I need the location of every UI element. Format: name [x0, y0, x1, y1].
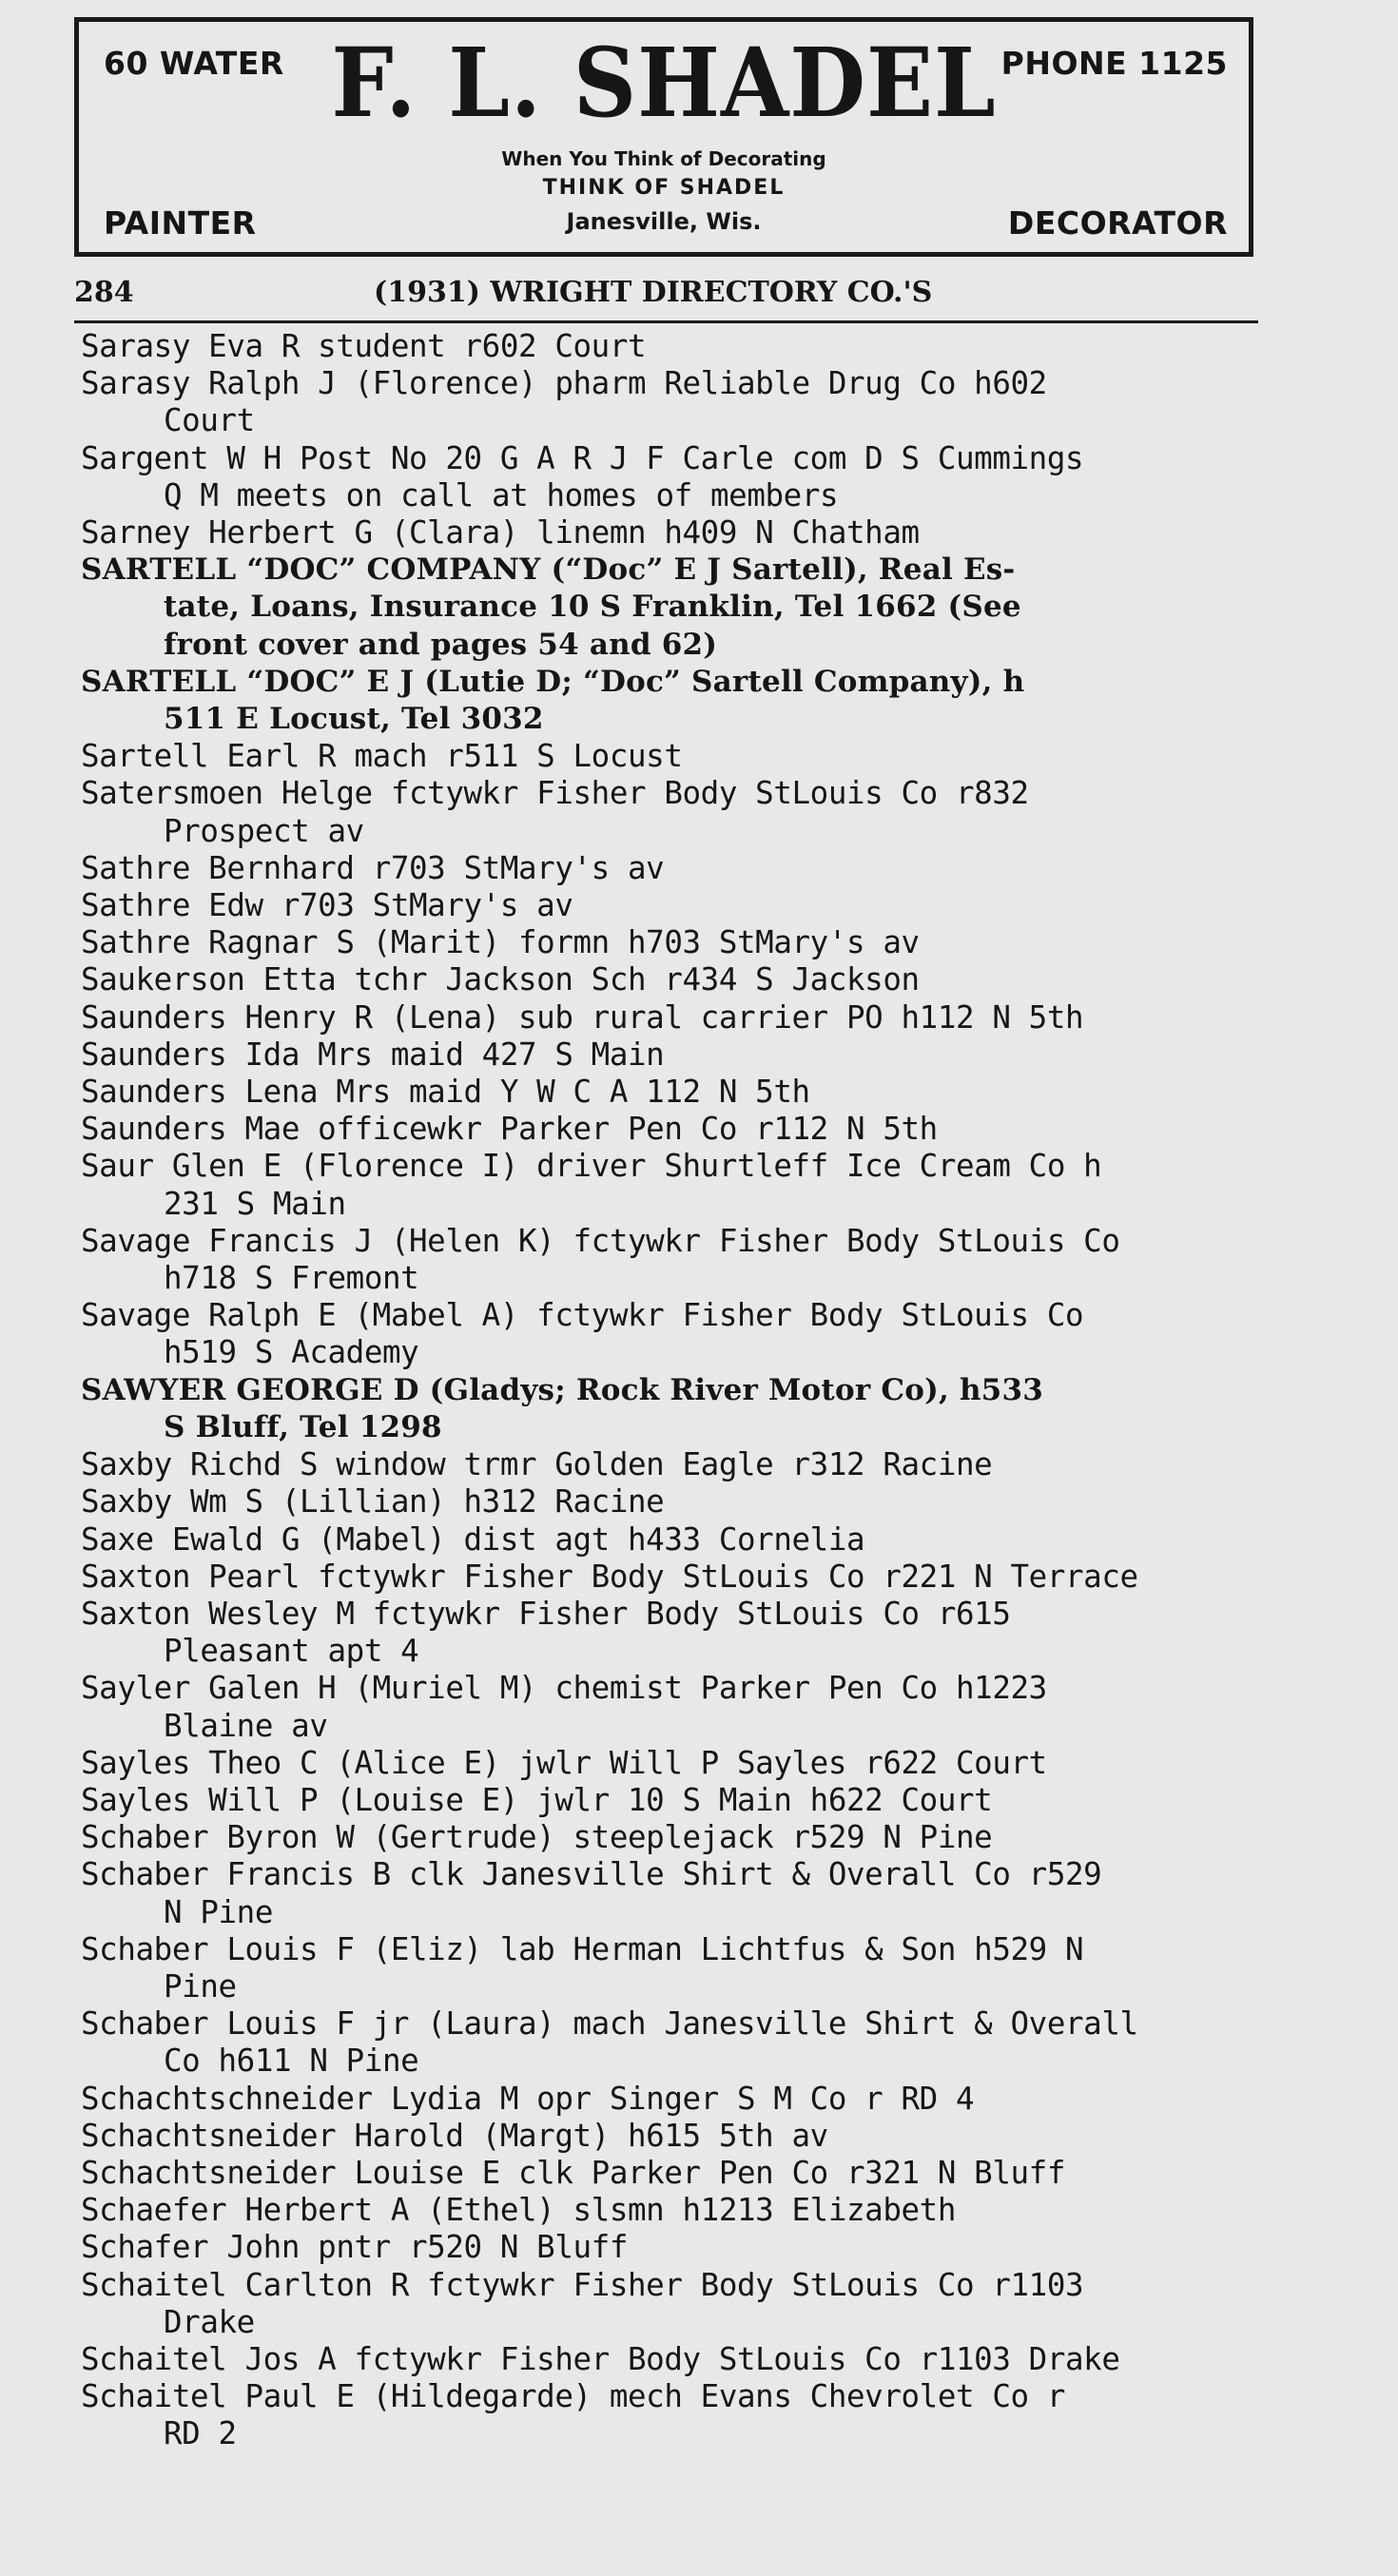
entry-line: Schachtsneider Louise E clk Parker Pen Co r321 N Bluff	[81, 2154, 1065, 2191]
entry-line: Sartell Earl R mach r511 S Locust	[81, 738, 683, 775]
entry-continuation: Q M meets on call at homes of members	[164, 476, 839, 513]
directory-entry	[81, 1111, 1260, 1148]
ad-address: 60 WATER	[104, 45, 284, 82]
entry-line: Schaitel Carlton R fctywkr Fisher Body StLouis Co r1103	[81, 2266, 1084, 2303]
entry-line: Schaitel Paul E (Hildegarde) mech Evans Chevrolet Co r	[81, 2378, 1065, 2415]
entry-line: Sarasy Eva R student r602 Court	[81, 328, 647, 364]
ad-city: Janesville, Wis.	[566, 208, 762, 235]
directory-entry	[81, 1074, 1260, 1111]
entry-line: SAWYER GEORGE D (Gladys; Rock River Motor Co), h533	[81, 1372, 1043, 1407]
directory-entry	[81, 1782, 1260, 1819]
entry-continuation: N Pine	[164, 1893, 273, 1930]
entry-continuation: Pine	[164, 1967, 237, 2005]
entry-line: Saur Glen E (Florence I) driver Shurtleff Ice Cream Co h	[81, 1148, 1102, 1185]
directory-entry	[81, 924, 1260, 961]
entry-continuation: h718 S Fremont	[164, 1260, 419, 1297]
directory-entry	[81, 1446, 1260, 1483]
entry-continuation: Blaine av	[164, 1707, 328, 1744]
entry-continuation: Court	[164, 402, 255, 439]
directory-entry	[81, 440, 1260, 514]
directory-entry	[81, 1559, 1260, 1596]
entry-continuation: 511 E Locust, Tel 3032	[164, 702, 544, 737]
directory-entry	[81, 850, 1260, 887]
directory-entry	[81, 1483, 1260, 1520]
entry-line: Saunders Henry R (Lena) sub rural carrier PO h112 N 5th	[81, 998, 1084, 1036]
ad-painter-label: PAINTER	[104, 204, 257, 242]
directory-entry	[81, 1856, 1260, 1930]
entry-continuation: Pleasant apt 4	[164, 1633, 419, 1670]
directory-entry	[81, 1670, 1260, 1744]
entry-continuation: RD 2	[164, 2415, 237, 2452]
entry-continuation: Prospect av	[164, 812, 364, 849]
ad-business-name: F. L. SHADEL	[331, 27, 997, 139]
directory-entry	[81, 1372, 1260, 1446]
directory-entry	[81, 961, 1260, 998]
directory-entry	[81, 2192, 1260, 2229]
ad-phone: PHONE 1125	[1000, 45, 1228, 82]
entry-line: Sargent W H Post No 20 G A R J F Carle com D S Cummings	[81, 439, 1084, 476]
entry-continuation: S Bluff, Tel 1298	[164, 1409, 442, 1444]
entry-line: Schaber Byron W (Gertrude) steeplejack r529 N Pine	[81, 1819, 993, 1856]
entry-line: Sayles Will P (Louise E) jwlr 10 S Main h622 Court	[81, 1781, 993, 1818]
directory-entry	[81, 887, 1260, 924]
entry-line: Schaefer Herbert A (Ethel) slsmn h1213 Elizabeth	[81, 2192, 956, 2229]
entry-line: Saxton Pearl fctywkr Fisher Body StLouis Co r221 N Terrace	[81, 1558, 1138, 1595]
entry-continuation: tate, Loans, Insurance 10 S Franklin, Tel 1662 (See	[164, 590, 1021, 625]
directory-entry	[81, 1819, 1260, 1856]
running-header	[74, 276, 1258, 314]
entry-line: Saunders Ida Mrs maid 427 S Main	[81, 1036, 665, 1073]
entry-line: Satersmoen Helge fctywkr Fisher Body StLouis Co r832	[81, 775, 1029, 812]
entry-line: Schaitel Jos A fctywkr Fisher Body StLouis Co r1103 Drake	[81, 2340, 1120, 2377]
entry-continuation: front cover and pages 54 and 62)	[164, 627, 718, 662]
entry-line: SARTELL “DOC” E J (Lutie D; “Doc” Sartell Company), h	[81, 664, 1025, 699]
entry-line: Sayles Theo C (Alice E) jwlr Will P Sayles r622 Court	[81, 1744, 1047, 1781]
directory-entry	[81, 664, 1260, 738]
ad-slogan-line1: When You Think of Decorating	[501, 147, 826, 170]
entry-continuation: Drake	[164, 2303, 255, 2340]
entry-continuation: 231 S Main	[164, 1185, 346, 1222]
entry-line: Sarasy Ralph J (Florence) pharm Reliable Drug Co h602	[81, 365, 1047, 402]
directory-entry	[81, 1521, 1260, 1559]
directory-entry	[81, 2341, 1260, 2378]
directory-entry	[81, 999, 1260, 1036]
directory-entry	[81, 1148, 1260, 1222]
directory-entry	[81, 2081, 1260, 2118]
directory-entry	[81, 328, 1260, 365]
ad-slogan-line2: THINK OF SHADEL	[542, 176, 786, 200]
entry-line: Sathre Ragnar S (Marit) formn h703 StMary's av	[81, 924, 920, 961]
entry-line: Savage Ralph E (Mabel A) fctywkr Fisher Body StLouis Co	[81, 1297, 1084, 1334]
entry-line: Schafer John pntr r520 N Bluff	[81, 2229, 628, 2266]
entry-line: Saukerson Etta tchr Jackson Sch r434 S Jackson	[81, 961, 920, 998]
entry-line: SARTELL “DOC” COMPANY (“Doc” E J Sartell), Real Es-	[81, 552, 1016, 588]
entry-line: Saxe Ewald G (Mabel) dist agt h433 Cornelia	[81, 1520, 865, 1558]
entry-line: Saxton Wesley M fctywkr Fisher Body StLouis Co r615	[81, 1595, 1011, 1632]
directory-entry	[81, 1931, 1260, 2005]
entry-line: Sarney Herbert G (Clara) linemn h409 N Chatham	[81, 514, 920, 552]
directory-entry	[81, 775, 1260, 849]
directory-entry	[81, 2229, 1260, 2266]
entry-line: Sayler Galen H (Muriel M) chemist Parker Pen Co h1223	[81, 1670, 1047, 1707]
ad-decorator-label: DECORATOR	[1007, 204, 1228, 242]
directory-entry	[81, 365, 1260, 439]
directory-entry	[81, 1745, 1260, 1782]
entry-line: Saxby Wm S (Lillian) h312 Racine	[81, 1483, 665, 1520]
directory-entry	[81, 2005, 1260, 2080]
entry-line: Schaber Francis B clk Janesville Shirt & Overall Co r529	[81, 1856, 1102, 1893]
directory-entry	[81, 2267, 1260, 2341]
directory-listing	[81, 328, 1260, 2453]
directory-entry	[81, 2118, 1260, 2155]
directory-entry	[81, 1596, 1260, 1670]
directory-entry	[81, 1036, 1260, 1074]
entry-line: Savage Francis J (Helen K) fctywkr Fisher Body StLouis Co	[81, 1222, 1120, 1259]
directory-entry	[81, 2378, 1260, 2452]
entry-line: Saunders Mae officewkr Parker Pen Co r112 N 5th	[81, 1111, 938, 1148]
directory-entry	[81, 738, 1260, 775]
directory-entry	[81, 1297, 1260, 1371]
entry-line: Schaber Louis F jr (Laura) mach Janesville Shirt & Overall	[81, 2005, 1138, 2043]
entry-line: Sathre Edw r703 StMary's av	[81, 887, 573, 924]
directory-entry	[81, 1223, 1260, 1297]
entry-continuation: Co h611 N Pine	[164, 2043, 419, 2080]
page-number: 284	[74, 276, 134, 309]
header-rule	[74, 320, 1258, 323]
entry-line: Saxby Richd S window trmr Golden Eagle r312 Racine	[81, 1446, 993, 1483]
directory-entry	[81, 552, 1260, 664]
shadel-advertisement	[74, 17, 1253, 257]
entry-line: Saunders Lena Mrs maid Y W C A 112 N 5th	[81, 1074, 810, 1111]
entry-continuation: h519 S Academy	[164, 1334, 419, 1371]
entry-line: Schaber Louis F (Eliz) lab Herman Lichtfus & Son h529 N	[81, 1930, 1084, 1967]
page-title: (1931) WRIGHT DIRECTORY CO.'S	[374, 276, 933, 309]
entry-line: Schachtsneider Harold (Margt) h615 5th av	[81, 2117, 828, 2154]
entry-line: Sathre Bernhard r703 StMary's av	[81, 849, 665, 886]
directory-entry	[81, 514, 1260, 552]
entry-line: Schachtschneider Lydia M opr Singer S M Co r RD 4	[81, 2080, 975, 2117]
directory-entry	[81, 2155, 1260, 2192]
